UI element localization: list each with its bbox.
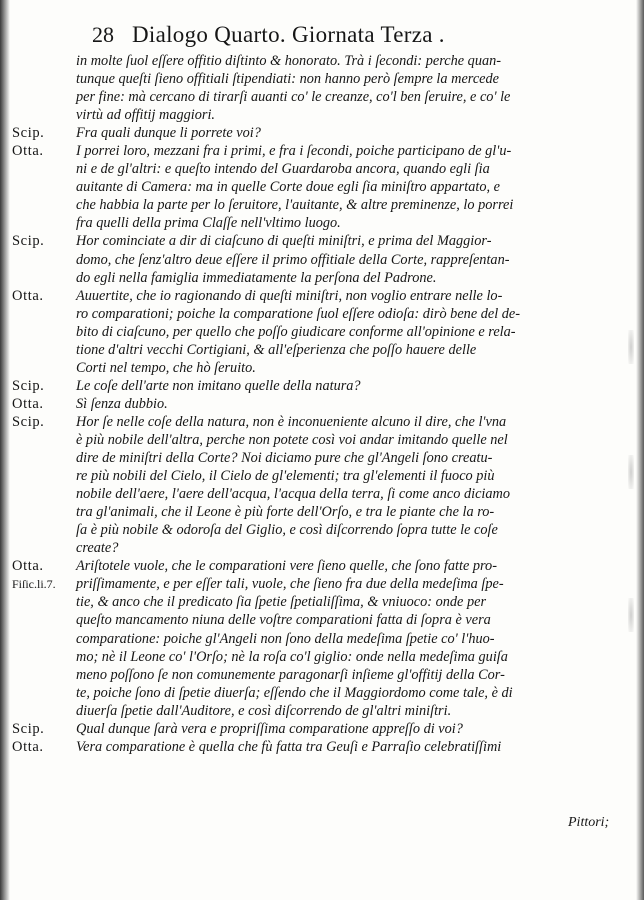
margin-smudge	[628, 598, 634, 632]
line-text: auitante di Camera: ma in quelle Corte doue egli ſia miniſtro appartato, e	[76, 179, 500, 196]
text-line	[12, 124, 572, 142]
line-text: Qual dunque ſarà vera e propriſſima comparatione appreſſo di voi?	[76, 720, 463, 737]
text-line	[12, 702, 572, 720]
line-text: virtù ad offitij maggiori.	[76, 107, 216, 124]
text-line	[12, 52, 572, 70]
text-line	[12, 557, 572, 575]
text-line	[12, 666, 572, 684]
text-line	[12, 593, 572, 611]
text-line	[12, 323, 572, 341]
text-line	[12, 359, 572, 377]
line-text: tunque queſti ſieno offitiali ſtipendiati: non hanno però ſempre la mercede	[76, 71, 500, 88]
marginal-citation: Fiſic.li.7.	[12, 577, 56, 592]
line-text: Fra quali dunque li porrete voi?	[76, 125, 261, 142]
page-header	[92, 22, 445, 52]
text-line	[12, 160, 572, 178]
line-text: fra quelli della prima Claſſe nell'vltimo luogo.	[76, 215, 341, 232]
dialogue-text	[12, 52, 572, 756]
line-text: Sì ſenza dubbio.	[76, 395, 168, 412]
text-line	[12, 648, 572, 666]
line-text: Le coſe dell'arte non imitano quelle della natura?	[76, 377, 361, 394]
page-number: 28	[92, 22, 114, 47]
speaker-label: Otta.	[12, 738, 44, 755]
text-line	[12, 630, 572, 648]
running-title: Dialogo Quarto. Giornata Terza .	[132, 22, 445, 47]
line-text: Ariſtotele vuole, che le comparationi vere ſieno quelle, che ſono fatte pro-	[76, 558, 497, 575]
text-line	[12, 738, 572, 756]
text-line	[12, 395, 572, 413]
line-text: nobile dell'aere, l'aere dell'acqua, l'acqua della terra, ſi come anco diciamo	[76, 486, 511, 503]
line-text: mo; nè il Leone co' l'Orſo; nè la roſa co'l giglio: onde nella medeſima guiſa	[76, 648, 508, 665]
text-line	[12, 449, 572, 467]
line-text: ni e de gl'altri: e queſto intendo del Guardaroba ancora, quando egli ſia	[76, 161, 490, 178]
line-text: do egli nella famiglia immediatamente la perſona del Padrone.	[76, 269, 437, 286]
speaker-label: Otta.	[12, 143, 44, 160]
speaker-label: Scip.	[12, 413, 45, 430]
text-line	[12, 431, 572, 449]
speaker-label: Otta.	[12, 395, 44, 412]
text-line	[12, 485, 572, 503]
line-text: Hor ſe nelle coſe della natura, non è inconueniente alcuno il dire, che l'vna	[76, 413, 507, 430]
text-line	[12, 232, 572, 250]
line-text: domo, che ſenz'altro deue eſſere il primo offitiale della Corte, rappreſentan-	[76, 251, 510, 268]
text-line	[12, 575, 572, 593]
line-text: che habbia la parte per lo ſeruitore, l'auitante, & altre preminenze, lo porrei	[76, 197, 514, 214]
line-text: diuerſa ſpetie dall'Auditore, e così diſcorrendo de gl'altri miniſtri.	[76, 702, 452, 719]
text-line	[12, 142, 572, 160]
text-line	[12, 341, 572, 359]
speaker-label: Otta.	[12, 287, 44, 304]
text-line	[12, 106, 572, 124]
line-text: Corti nel tempo, che hò ſeruito.	[76, 359, 256, 376]
speaker-label: Scip.	[12, 377, 45, 394]
line-text: in molte ſuol eſſere offitio diſtinto & honorato. Trà i ſecondi: perche quan-	[76, 53, 502, 69]
text-line	[12, 88, 572, 106]
line-text: ro comparationi; poiche la comparatione ſuol eſſere odioſa: dirò bene del de-	[76, 305, 521, 322]
text-line	[12, 684, 572, 702]
line-text: dire de miniſtri della Corte? Noi diciamo pure che gl'Angeli ſono creatu-	[76, 450, 493, 467]
margin-smudge	[628, 330, 634, 364]
speaker-label: Scip.	[12, 125, 45, 142]
speaker-label: Otta.	[12, 558, 44, 575]
text-line	[12, 70, 572, 88]
line-text: tra gl'animali, che il Leone è più forte dell'Orſo, e tra le piante che la ro-	[76, 504, 495, 521]
text-line	[12, 720, 572, 738]
text-line	[12, 214, 572, 232]
line-text: Auuertite, che io ragionando di queſti miniſtri, non voglio entrare nelle lo-	[76, 287, 503, 304]
text-line	[12, 377, 572, 395]
text-line	[12, 467, 572, 485]
margin-smudge	[628, 455, 634, 489]
text-line	[12, 503, 572, 521]
text-line	[12, 305, 572, 323]
text-line	[12, 251, 572, 269]
line-text: per fine: mà cercano di tirarſi auanti co' le creanze, co'l ben ſeruire, e co' le	[76, 89, 511, 106]
text-line	[12, 287, 572, 305]
text-line	[12, 196, 572, 214]
line-text: ſa è più nobile & odoroſa del Giglio, e così diſcorrendo ſopra tutte le coſe	[76, 522, 498, 539]
text-line	[12, 521, 572, 539]
line-text: tione d'altri vecchi Cortigiani, & all'eſperienza che poſſo hauere delle	[76, 341, 477, 358]
line-text: tie, & anco che il predicato ſia ſpetie ſpetialiſſima, & vniuoco: onde per	[76, 594, 487, 611]
line-text: re più nobili del Cielo, il Cielo de gl'elementi; tra gl'elementi il fuoco più	[76, 468, 495, 485]
line-text: priſſimamente, e per eſſer tali, vuole, che ſieno fra due della medeſima ſpe-	[76, 576, 504, 593]
text-line	[12, 178, 572, 196]
catchword: Pittori;	[568, 815, 610, 830]
speaker-label: Scip.	[12, 720, 45, 737]
text-line	[12, 413, 572, 431]
text-line	[12, 611, 572, 629]
line-text: bito di ciaſcuno, per quello che poſſo giudicare conforme all'opinione e rela-	[76, 323, 516, 340]
line-text: queſto mancamento niuna delle voſtre comparationi fatta di ſopra è vera	[76, 612, 491, 629]
line-text: Hor cominciate a dir di ciaſcuno di queſti miniſtri, e prima del Maggior-	[76, 233, 492, 250]
text-line	[12, 539, 572, 557]
line-text: I porrei loro, mezzani fra i primi, e fra i ſecondi, poiche participano de gl'u-	[76, 143, 512, 160]
line-text: Vera comparatione è quella che fù fatta tra Geuſi e Parraſio celebratiſſimi	[76, 738, 502, 755]
line-text: te, poiche ſono di ſpetie diuerſa; eſſendo che il Maggiordomo come tale, è di	[76, 684, 513, 701]
text-line	[12, 269, 572, 287]
line-text: create?	[76, 540, 119, 557]
line-text: è più nobile dell'altra, perche non potete così voi andar imitando quelle nel	[76, 431, 508, 448]
line-text: comparatione: poiche gl'Angeli non ſono della medeſima ſpetie co' l'huo-	[76, 630, 495, 647]
line-text: meno poſſono ſe non comunemente paragonarſi inſieme gl'offitij della Cor-	[76, 666, 505, 683]
speaker-label: Scip.	[12, 233, 45, 250]
